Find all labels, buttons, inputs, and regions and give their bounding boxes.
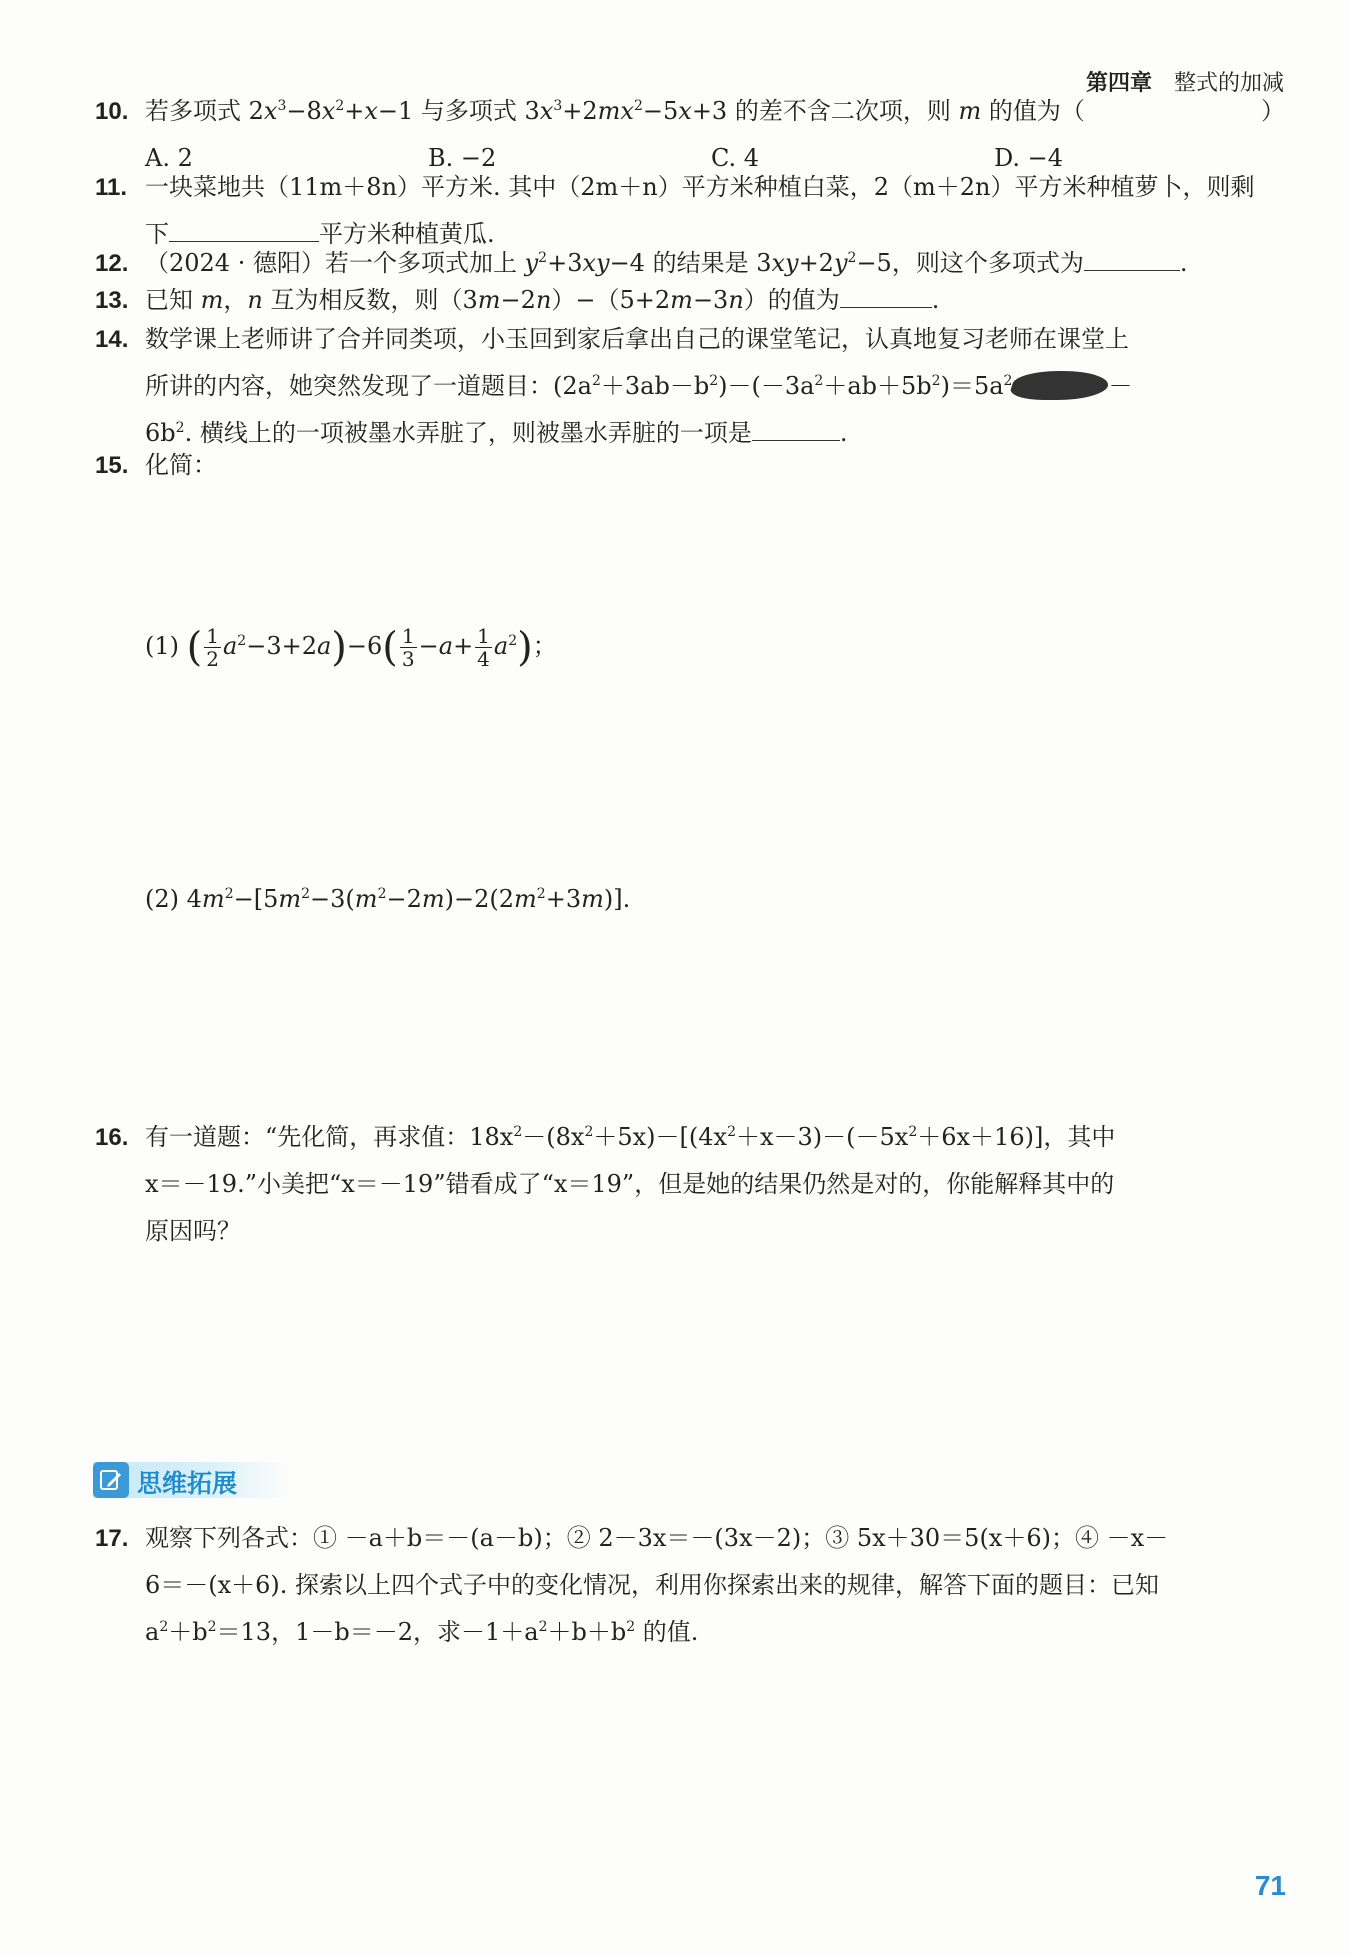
question-text: 有一道题：“先化简，再求值：$18x^2-(8x^2+5x)-[(4x^2+x-3)-(-5x^2+6x+16)]$，其中 x＝－19.”小美把“x＝－19”错看成了“x＝19”，但是她的结果仍然是对的，你能解释其中的 原因吗？ [145, 1123, 1116, 1245]
pencil-note-icon [93, 1462, 129, 1498]
subquestion-15-2 [95, 876, 1285, 923]
page-number: 71 [1254, 1870, 1286, 1901]
chapter-title: 整式的加减 [1173, 71, 1284, 96]
question-number: 12. [95, 250, 129, 277]
question-14 [95, 316, 1285, 457]
question-title: 化简： [145, 451, 217, 479]
question-number: 13. [95, 287, 129, 314]
subquestion-15-1 [95, 616, 1285, 678]
expression: (2) $4m^2-[5m^2-3(m^2-2m)-2(2m^2+3m)]$. [145, 885, 631, 913]
question-number: 15. [95, 452, 129, 479]
option-b: B. −2 [428, 144, 497, 172]
question-text: （2024 · 德阳）若一个多项式加上 $y^2+3xy-4$ 的结果是 $3xy+2y^2-5$，则这个多项式为 . [145, 240, 1285, 287]
question-number: 10. [95, 98, 129, 125]
question-text: 观察下列各式：① －a＋b＝－(a－b)；② 2－3x＝－(3x－2)；③ 5x＋30＝5(x＋6)；④ －x－ 6＝－(x＋6). 探索以上四个式子中的变化情况，利用你探索出来的规律，解答下面的题目：已知 $a^2+b^2=13$，1－b＝－2，求$-1+a^2+b+b^2$ 的值. [145, 1524, 1169, 1646]
question-text: 若多项式 $2x^3-8x^2+x-1$ 与多项式 $3x^3+2mx^2-5x+3$ 的差不含二次项，则 m 的值为（ ） [145, 88, 1285, 135]
question-number: 14. [95, 326, 129, 353]
question-text: 数学课上老师讲了合并同类项，小玉回到家后拿出自己的课堂笔记，认真地复习老师在课堂上 所讲的内容，她突然发现了一道题目：$(2a^2+3ab-b^2)-(-3a^2+ab+5b^2)=5a^2$ － $6b^2$. 横线上的一项被墨水弄脏了，则被墨水弄脏的一项是 . [145, 325, 1133, 447]
answer-paren: ） [1261, 97, 1285, 125]
ink-smudge [1008, 371, 1113, 400]
answer-blank[interactable] [840, 281, 932, 308]
option-d: D. −4 [994, 144, 1064, 172]
option-c: C. 4 [711, 144, 760, 172]
question-number: 11. [95, 174, 128, 201]
section-header [93, 1462, 288, 1498]
chapter-label: 第四章 [1085, 71, 1152, 96]
question-text: 一块菜地共（11m＋8n）平方米. 其中（2m＋n）平方米种植白菜，2（m＋2n）平方米种植萝卜，则剩 下 平方米种植黄瓜. [145, 173, 1255, 248]
answer-blank[interactable] [1084, 244, 1180, 271]
section-title: 思维拓展 [137, 1469, 238, 1498]
expression: (1) ( $\frac{1}{2}$ $a^2-3+2a)-6$( $\frac{1}{3}$ −a+ $\frac{1}{4}$ $a^2$)； [145, 624, 557, 671]
question-number: 16. [95, 1124, 129, 1151]
answer-blank[interactable] [752, 414, 840, 441]
answer-blank[interactable] [169, 215, 319, 242]
question-15 [95, 442, 1285, 489]
option-a: A. 2 [145, 144, 193, 172]
question-number: 17. [95, 1525, 129, 1552]
question-text: 已知 m，n 互为相反数，则（3m−2n）−（5+2m−3n）的值为 . [145, 277, 1285, 324]
question-17 [95, 1515, 1285, 1656]
question-16 [95, 1114, 1285, 1255]
